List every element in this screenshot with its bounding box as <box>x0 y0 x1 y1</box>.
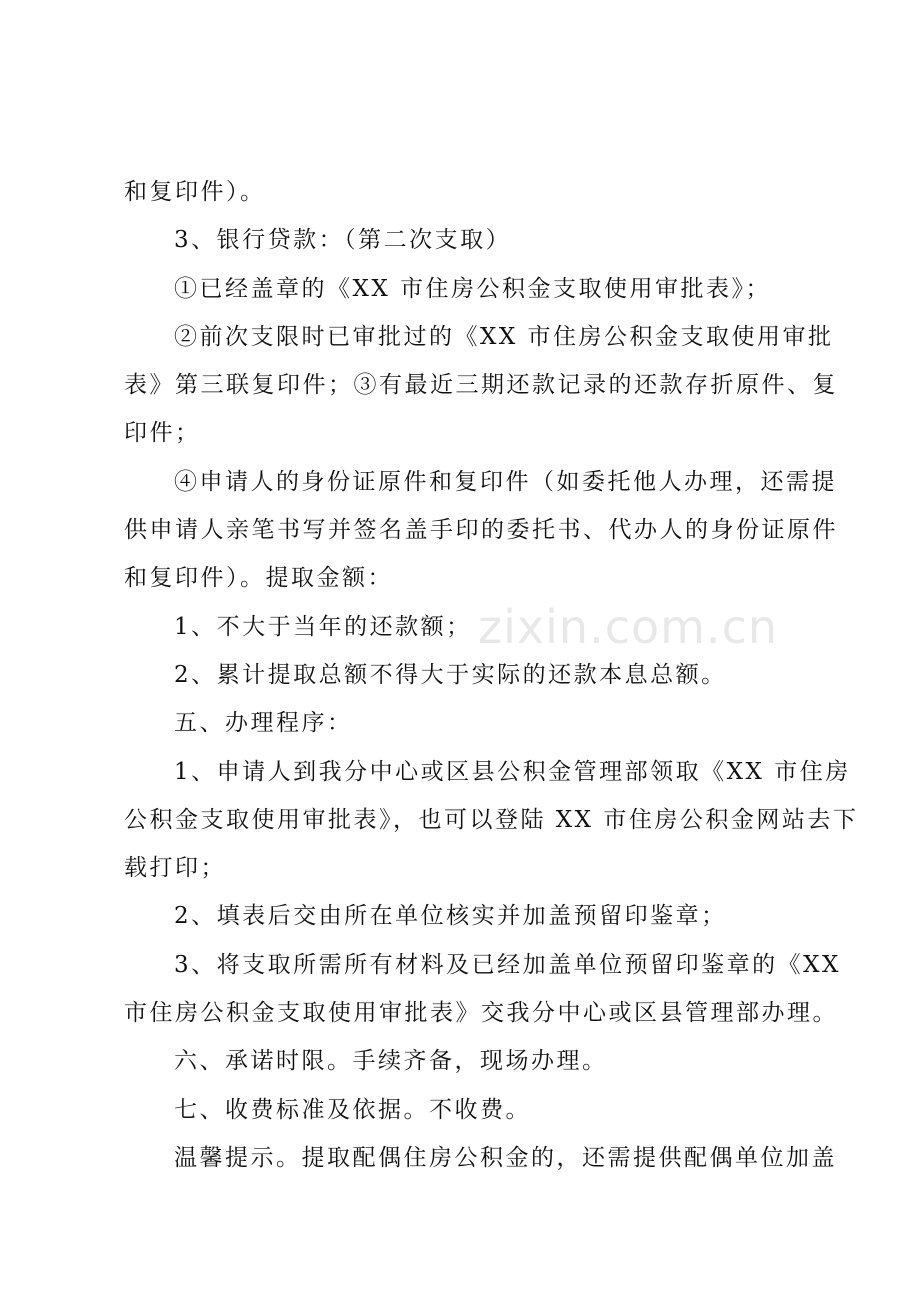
text-line: 2、累计提取总额不得大于实际的还款本息总额。 <box>174 661 727 688</box>
text-line: 和复印件）。提取金额： <box>124 565 393 592</box>
text-line: 和复印件）。 <box>124 179 266 205</box>
text-line: 公积金支取使用审批表》，也可以登陆 XX 市住房公积金网站去下 <box>124 806 859 833</box>
text-line: 载打印； <box>124 855 226 882</box>
text-line: 2、填表后交由所在单位核实并加盖预留印鉴章； <box>174 903 727 930</box>
text-line: 温馨提示。提取配偶住房公积金的，还需提供配偶单位加盖 <box>174 1144 837 1171</box>
document-body <box>124 168 859 1182</box>
text-line: 3、银行贷款：（第二次支取） <box>174 227 512 254</box>
text-line: 3、将支取所需所有材料及已经加盖单位预留印鉴章的《XX <box>174 951 841 978</box>
text-line: ①已经盖章的《XX 市住房公积金支取使用审批表》； <box>174 275 772 302</box>
text-line: ④申请人的身份证原件和复印件（如委托他人办理，还需提 <box>174 468 837 495</box>
text-line: 市住房公积金支取使用审批表》交我分中心或区县管理部办理。 <box>124 1000 838 1027</box>
text-line: 供申请人亲笔书写并签名盖手印的委托书、代办人的身份证原件 <box>124 517 838 544</box>
text-line: 1、不大于当年的还款额； <box>174 613 472 640</box>
section-heading: 七、收费标准及依据。不收费。 <box>174 1096 531 1123</box>
text-line: 1、申请人到我分中心或区县公积金管理部领取《XX 市住房 <box>174 758 851 785</box>
section-heading: 六、承诺时限。手续齐备，现场办理。 <box>174 1048 608 1075</box>
text-line: ②前次支限时已审批过的《XX 市住房公积金支取使用审批 <box>174 323 834 350</box>
section-heading: 五、办理程序： <box>174 710 353 737</box>
watermark-text: zixin.com.cn <box>478 600 779 654</box>
text-line: 表》第三联复印件；③有最近三期还款记录的还款存折原件、复 <box>124 372 838 399</box>
text-line: 印件； <box>124 420 201 447</box>
